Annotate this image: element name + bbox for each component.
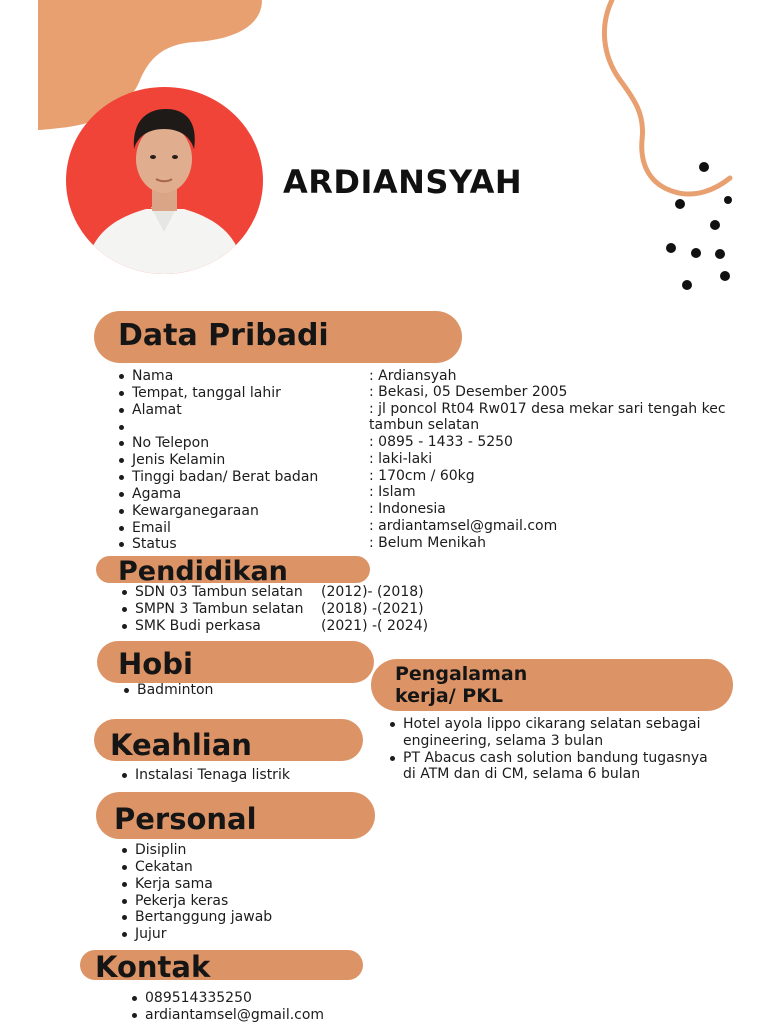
- personal-trait: Cekatan: [135, 859, 193, 875]
- data-value: tambun selatan: [369, 417, 480, 433]
- section-title-pengalaman-line1: Pengalaman: [395, 663, 528, 685]
- data-value: : laki-laki: [369, 451, 433, 467]
- data-value: : 0895 - 1433 - 5250: [369, 434, 513, 450]
- decor-dot: [691, 248, 701, 258]
- education-school: SMK Budi perkasa: [135, 618, 261, 634]
- section-title-data-pribadi: Data Pribadi: [118, 318, 329, 353]
- contact-phone: 089514335250: [145, 990, 252, 1006]
- personal-trait: Jujur: [135, 926, 167, 942]
- section-title-hobi: Hobi: [118, 647, 193, 681]
- decor-dot: [724, 196, 732, 204]
- profile-photo: [66, 87, 263, 274]
- data-label: Email: [132, 520, 171, 536]
- skill-item: Instalasi Tenaga listrik: [135, 767, 290, 783]
- data-label: Agama: [132, 486, 182, 502]
- education-years: (2018) -(2021): [321, 601, 424, 617]
- top-right-curve: [590, 0, 768, 210]
- experience-item-line2: di ATM dan di CM, selama 6 bulan: [403, 766, 641, 782]
- section-title-keahlian: Keahlian: [110, 728, 252, 762]
- section-title-personal: Personal: [114, 802, 257, 836]
- section-title-kontak: Kontak: [95, 950, 211, 984]
- experience-item-line2: engineering, selama 3 bulan: [403, 733, 604, 749]
- data-label: Kewarganegaraan: [132, 503, 259, 519]
- education-school: SMPN 3 Tambun selatan: [135, 601, 304, 617]
- personal-trait: Kerja sama: [135, 876, 213, 892]
- decor-dot: [675, 199, 685, 209]
- data-value: : Indonesia: [369, 501, 446, 517]
- experience-item-line1: Hotel ayola lippo cikarang selatan sebagai: [403, 716, 701, 732]
- data-label: Alamat: [132, 402, 182, 418]
- personal-trait: Disiplin: [135, 842, 187, 858]
- data-label: No Telepon: [132, 435, 210, 451]
- decor-dot: [666, 243, 676, 253]
- education-years: (2021) -( 2024): [321, 618, 429, 634]
- decor-dot: [699, 162, 709, 172]
- person-portrait-icon: [66, 87, 263, 274]
- experience-item-line1: PT Abacus cash solution bandung tugasnya: [403, 750, 708, 766]
- data-value: : Islam: [369, 484, 416, 500]
- education-years: (2012)- (2018): [321, 584, 424, 600]
- education-school: SDN 03 Tambun selatan: [135, 584, 303, 600]
- personal-trait: Bertanggung jawab: [135, 909, 273, 925]
- decor-dot: [715, 249, 725, 259]
- data-label: Nama: [132, 368, 174, 384]
- personal-trait: Pekerja keras: [135, 893, 229, 909]
- decor-dot: [710, 220, 720, 230]
- data-value: : 170cm / 60kg: [369, 468, 475, 484]
- decor-dot: [720, 271, 730, 281]
- hobby-item: Badminton: [137, 682, 214, 698]
- data-value: : Bekasi, 05 Desember 2005: [369, 384, 568, 400]
- section-title-pengalaman-line2: kerja/ PKL: [395, 685, 504, 707]
- candidate-name: ARDIANSYAH: [283, 163, 523, 201]
- section-title-pendidikan: Pendidikan: [118, 556, 288, 587]
- data-label: Tinggi badan/ Berat badan: [132, 469, 319, 485]
- data-label: Status: [132, 536, 177, 552]
- data-value: : Ardiansyah: [369, 368, 457, 384]
- data-value: : Belum Menikah: [369, 535, 487, 551]
- contact-email: ardiantamsel@gmail.com: [145, 1007, 325, 1023]
- data-label: Jenis Kelamin: [132, 452, 226, 468]
- decor-dot: [682, 280, 692, 290]
- data-label: Tempat, tanggal lahir: [132, 385, 281, 401]
- data-value: : jl poncol Rt04 Rw017 desa mekar sari tengah kec: [369, 401, 726, 417]
- data-value: : ardiantamsel@gmail.com: [369, 518, 558, 534]
